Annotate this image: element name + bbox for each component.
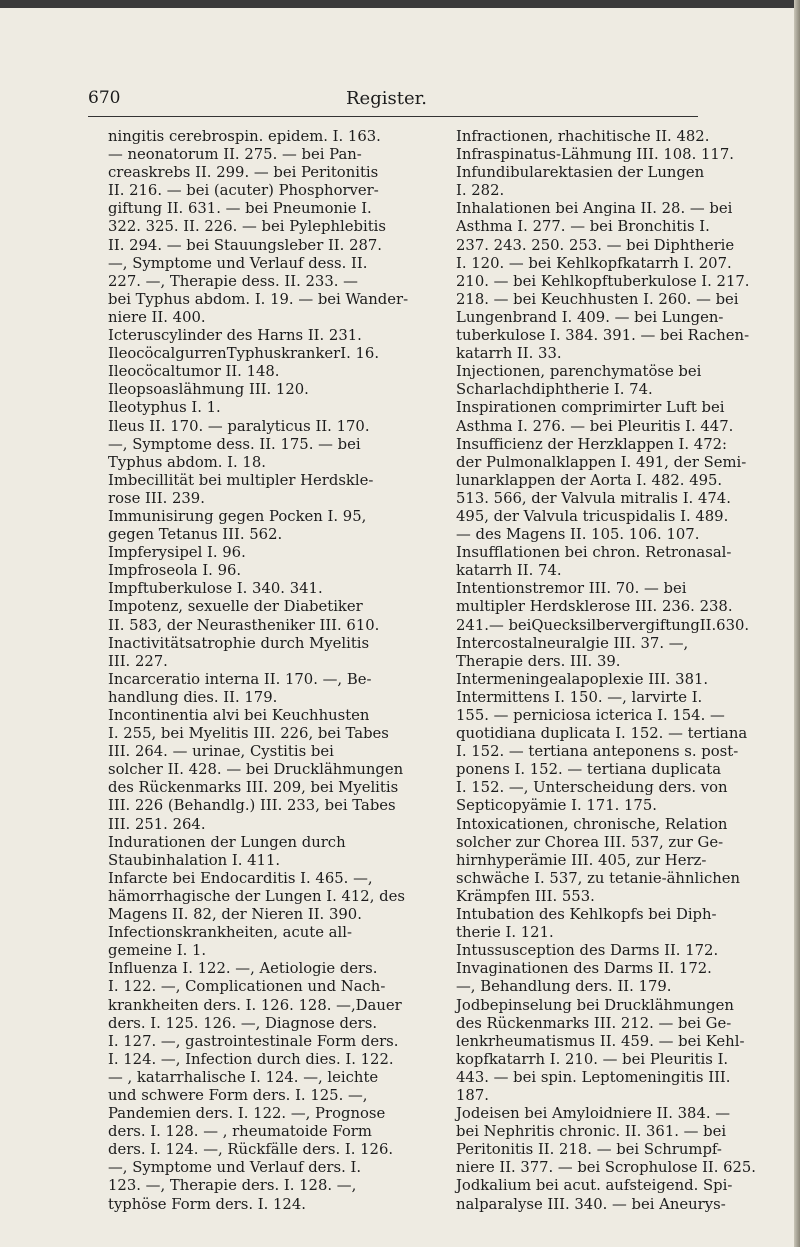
header-rule [88,116,698,117]
index-line: Jodeisen bei Amyloidniere II. 384. — [456,1105,731,1123]
index-line: I. 124. —, Infection durch dies. I. 122. [108,1050,394,1068]
index-line: II. 294. — bei Stauungsleber II. 287. [108,236,383,254]
index-line: 218. — bei Keuchhusten I. 260. — bei [456,290,739,308]
index-line: 443. — bei spin. Leptomeningitis III. [456,1068,731,1086]
index-line: hirnhyperämie III. 405, zur Herz- [456,851,707,869]
index-line: Infraspinatus-Lähmung III. 108. 117. [456,146,734,164]
index-line: Indurationen der Lungen durch [108,833,346,851]
right-column [456,128,756,1214]
index-line: niere II. 400. [108,308,206,326]
index-line: 155. — perniciosa icterica I. 154. — [456,707,725,724]
index-line: — , katarrhalische I. 124. —, leichte [108,1068,379,1086]
index-line: Intussusception des Darms II. 172. [456,942,719,960]
index-line: niere II. 377. — bei Scrophulose II. 625. [456,1159,756,1177]
index-line: lenkrheumatismus II. 459. — bei Kehl- [456,1032,745,1050]
index-line: typhöse Form ders. I. 124. [108,1195,306,1213]
index-line: —, Behandlung ders. II. 179. [456,978,672,996]
index-line: 210. — bei Kehlkopftuberkulose I. 217. [456,272,750,290]
index-line: quotidiana duplicata I. 152. — tertiana [456,725,748,743]
index-line: gegen Tetanus III. 562. [108,526,283,544]
index-line: schwäche I. 537, zu tetanie-ähnlichen [456,869,741,887]
index-line: creaskrebs II. 299. — bei Peritonitis [108,164,379,182]
index-line: 495, der Valvula tricuspidalis I. 489. [456,507,729,525]
index-line: giftung II. 631. — bei Pneumonie I. [108,200,372,218]
index-line: des Rückenmarks III. 209, bei Myelitis [108,779,399,797]
index-line: bei Nephritis chronic. II. 361. — bei [456,1123,727,1141]
index-line: krankheiten ders. I. 126. 128. —,Dauer [108,996,402,1014]
index-line: nalparalyse III. 340. — bei Aneurys- [456,1195,726,1213]
index-line: Ileus II. 170. — paralyticus II. 170. [108,417,370,435]
index-line: und schwere Form ders. I. 125. —, [108,1086,368,1104]
index-line: Asthma I. 277. — bei Bronchitis I. [456,218,710,236]
index-line: —, Symptome dess. II. 175. — bei [108,435,361,453]
index-line: Infractionen, rhachitische II. 482. [456,128,710,145]
index-line: —, Symptome und Verlauf dess. II. [108,254,368,272]
index-line: handlung dies. II. 179. [108,688,278,706]
index-line: 241.— beiQuecksilbervergiftungII.630. [456,616,750,634]
index-line: des Rückenmarks III. 212. — bei Ge- [456,1014,732,1032]
index-line: Insufficienz der Herzklappen I. 472: [456,435,728,453]
index-line: lunarklappen der Aorta I. 482. 495. [456,471,723,489]
index-line: I. 152. —, Unterscheidung ders. von [456,779,728,797]
index-line: Incarceratio interna II. 170. —, Be- [108,670,372,688]
index-line: solcher II. 428. — bei Drucklähmungen [108,761,404,779]
index-line: II. 216. — bei (acuter) Phosphorver- [108,182,379,200]
index-line: I. 152. — tertiana anteponens s. post- [456,743,739,761]
index-line: 187. [456,1086,489,1104]
index-line: Inactivitätsatrophie durch Myelitis [108,634,370,652]
index-line: kopfkatarrh I. 210. — bei Pleuritis I. [456,1050,729,1068]
index-line: I. 282. [456,182,505,200]
index-line: Ileocöcaltumor II. 148. [108,363,280,381]
index-line: Jodkalium bei acut. aufsteigend. Spi- [456,1177,733,1195]
index-line: Icteruscylinder des Harns II. 231. [108,327,362,345]
index-line: solcher zur Chorea III. 537, zur Ge- [456,833,724,851]
index-line: tuberkulose I. 384. 391. — bei Rachen- [456,327,750,345]
index-line: Impferysipel I. 96. [108,544,246,562]
index-line: rose III. 239. [108,489,205,507]
page-number: 670 [88,88,121,108]
index-line: Septicopyämie I. 171. 175. [456,797,657,815]
index-line: katarrh II. 33. [456,345,562,363]
index-line: ders. I. 128. — , rheumatoide Form [108,1123,372,1141]
index-line: ponens I. 152. — tertiana duplicata [456,761,722,779]
index-line: Staubinhalation I. 411. [108,851,281,869]
index-line: Intermeningealapoplexie III. 381. [456,670,709,688]
page-right-edge [794,0,800,1247]
index-line: III. 251. 264. [108,815,206,833]
index-line: bei Typhus abdom. I. 19. — bei Wander- [108,290,409,308]
index-line: — des Magens II. 105. 106. 107. [456,526,700,544]
index-line: Intercostalneuralgie III. 37. —, [456,634,689,652]
index-line: — neonatorum II. 275. — bei Pan- [108,146,362,164]
page-top-edge [0,0,800,8]
index-line: Incontinentia alvi bei Keuchhusten [108,707,370,724]
index-line: ders. I. 124. —, Rückfälle ders. I. 126. [108,1141,394,1159]
index-line: II. 583, der Neurastheniker III. 610. [108,616,380,634]
index-line: Intermittens I. 150. —, larvirte I. [456,688,703,706]
index-line: Asthma I. 276. — bei Pleuritis I. 447. [456,417,734,435]
index-line: Typhus abdom. I. 18. [108,453,266,471]
index-line: multipler Herdsklerose III. 236. 238. [456,598,733,616]
index-line: Infectionskrankheiten, acute all- [108,924,352,942]
index-line: 237. 243. 250. 253. — bei Diphtherie [456,236,735,254]
index-line: Influenza I. 122. —, Aetiologie ders. [108,960,378,978]
index-line: Intoxicationen, chronische, Relation [456,815,728,833]
index-line: Infarcte bei Endocarditis I. 465. —, [108,869,373,887]
index-line: Intubation des Kehlkopfs bei Diph- [456,906,717,924]
index-line: I. 122. —, Complicationen und Nach- [108,978,386,996]
index-line: III. 226 (Behandlg.) III. 233, bei Tabes [108,797,396,815]
index-line: ders. I. 125. 126. —, Diagnose ders. [108,1014,378,1032]
index-line: IleocöcalgurrenTyphuskrankerI. 16. [108,345,380,363]
index-line: I. 255, bei Myelitis III. 226, bei Tabes [108,725,389,743]
index-line: Pandemien ders. I. 122. —, Prognose [108,1105,386,1123]
running-title: Register. [346,88,427,109]
index-line: 227. —, Therapie dess. II. 233. — [108,272,358,290]
index-line: Impotenz, sexuelle der Diabetiker [108,598,363,616]
index-line: I. 127. —, gastrointestinale Form ders. [108,1032,399,1050]
index-line: Ileotyphus I. 1. [108,399,221,417]
index-line: Lungenbrand I. 409. — bei Lungen- [456,308,724,326]
index-line: 513. 566, der Valvula mitralis I. 474. [456,489,731,507]
index-line: gemeine I. 1. [108,942,207,960]
index-line: Imbecillität bei multipler Herdskle- [108,471,374,489]
index-line: der Pulmonalklappen I. 491, der Semi- [456,453,747,471]
index-line: I. 120. — bei Kehlkopfkatarrh I. 207. [456,254,732,272]
index-line: III. 264. — urinae, Cystitis bei [108,743,334,761]
index-line: Ileopsoaslähmung III. 120. [108,381,309,399]
index-line: 322. 325. II. 226. — bei Pylephlebitis [108,218,386,236]
index-line: 123. —, Therapie ders. I. 128. —, [108,1177,357,1195]
index-line: Krämpfen III. 553. [456,887,595,905]
index-line: Impftuberkulose I. 340. 341. [108,580,323,598]
index-line: ningitis cerebrospin. epidem. I. 163. [108,128,381,145]
index-line: Intentionstremor III. 70. — bei [456,580,687,598]
index-line: hämorrhagische der Lungen I. 412, des [108,887,405,905]
index-line: Infundibularektasien der Lungen [456,164,705,182]
index-line: Magens II. 82, der Nieren II. 390. [108,906,362,924]
index-line: Therapie ders. III. 39. [456,652,621,670]
index-line: —, Symptome und Verlauf ders. I. [108,1159,362,1177]
index-line: Immunisirung gegen Pocken I. 95, [108,507,367,525]
page-header [88,88,698,116]
index-line: Jodbepinselung bei Drucklähmungen [456,996,734,1014]
index-line: Injectionen, parenchymatöse bei [456,363,702,381]
index-line: katarrh II. 74. [456,562,562,580]
index-line: Scharlachdiphtherie I. 74. [456,381,653,399]
index-line: Inhalationen bei Angina II. 28. — bei [456,200,733,218]
index-line: Invaginationen des Darms II. 172. [456,960,712,978]
index-line: Insufflationen bei chron. Retronasal- [456,544,732,562]
index-line: therie I. 121. [456,924,554,942]
left-column [108,128,408,1214]
index-line: Peritonitis II. 218. — bei Schrumpf- [456,1141,722,1159]
index-line: III. 227. [108,652,168,670]
index-line: Inspirationen comprimirter Luft bei [456,399,725,417]
index-line: Impfroseola I. 96. [108,562,242,580]
